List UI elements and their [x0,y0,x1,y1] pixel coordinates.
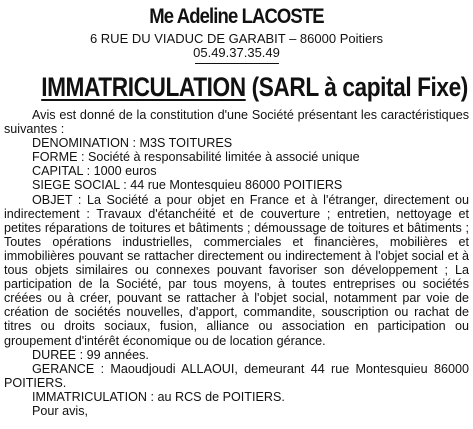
issuer-phone: 05.49.37.35.49 [193,45,280,60]
header-divider [195,63,279,64]
capital-line: CAPITAL : 1000 euros [32,164,157,179]
objet-paragraph: OBJET : La Société a pour objet en France et à l'étranger, directement ou indirectement : Travaux d'étanchéité et de couverture ; entretien, nettoyage et petites réparations de toitures et bâtiments ; démoussage de toitures et bâtiments ; Toutes opérations industrielles, commerciales et financières, mobilières et immobilières pouvant se rattacher directement ou indirectement à l'objet social et à tous objets similaires ou connexes pouvant favoriser son développement ; La participation de la Société, par tous moyens, à toutes entreprises ou sociétés créées ou à créer, pouvant se rattacher à l'objet social, notamment par voie de création de sociétés nouvelles, d'apport, commandite, souscription ou rachat de titres ou droits sociaux, fusion, alliance ou association en participation ou groupement d'intérêt économique ou de location gérance. [4,192,469,348]
denomination-line: DENOMINATION : M3S TOITURES [32,136,233,151]
legal-notice [4,0,469,418]
immatriculation-line: IMMATRICULATION : au RCS de POITIERS. [32,389,285,404]
siege-social-line: SIEGE SOCIAL : 44 rue Montesquieu 86000 POITIERS [32,178,343,193]
notice-body [4,108,469,418]
issuer-name: Me Adeline LACOSTE [149,5,324,28]
closing-line: Pour avis, [32,403,88,418]
notice-title [41,69,468,105]
notice-title-sub: (SARL à capital Fixe) [245,72,468,102]
issuer-address: 6 RUE DU VIADUC DE GARABIT – 86000 Poitiers [89,31,384,46]
forme-line: FORME : Société à responsabilité limitée à associé unique [32,150,360,165]
notice-header [4,2,469,64]
notice-title-main: IMMATRICULATION [41,72,246,102]
gerance-paragraph: GERANCE : Maoudjoudi ALLAOUI, demeurant 44 rue Montesquieu 86000 POITIERS. [4,361,469,390]
duree-line: DUREE : 99 années. [32,347,149,362]
intro-paragraph: Avis est donné de la constitution d'une Société présentant les caractéristiques suivantes : [4,108,469,137]
